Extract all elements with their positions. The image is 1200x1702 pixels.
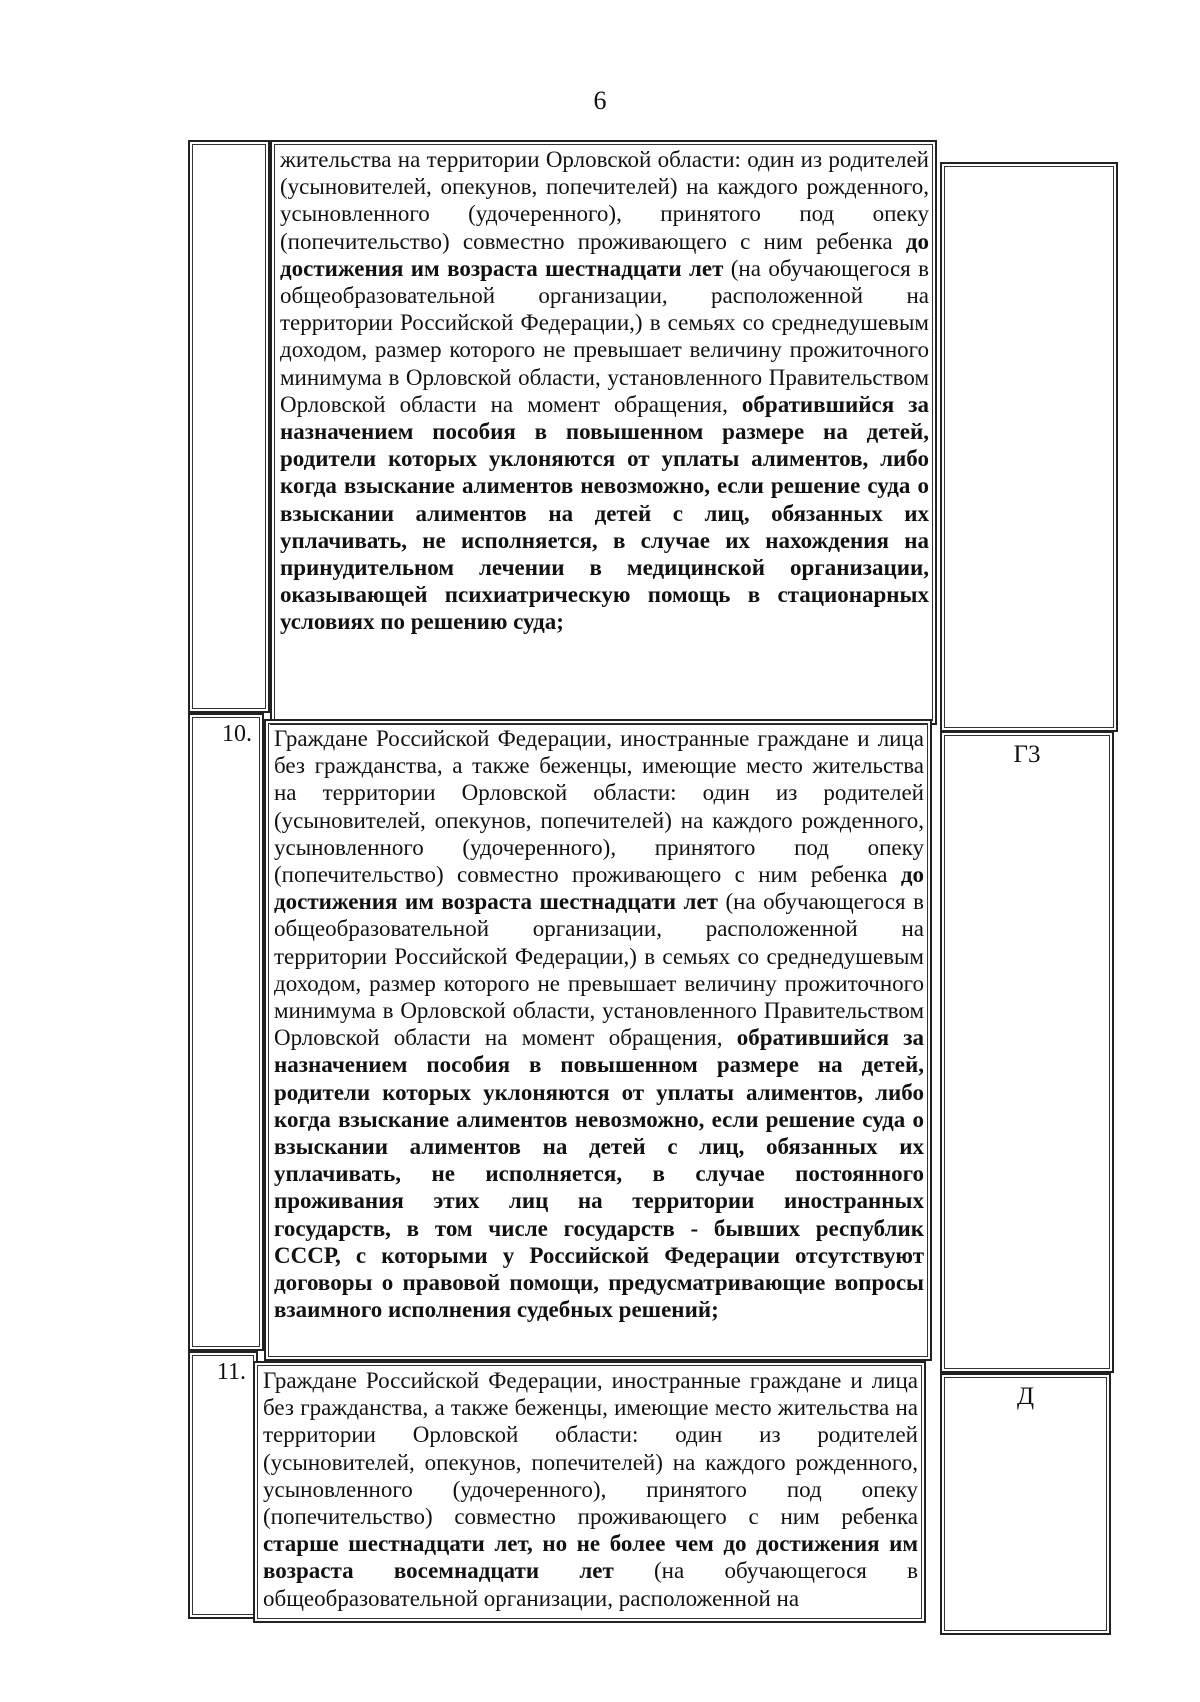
text-segment: (на обучающегося в общеобразовательной организации, расположенной на [263,1558,918,1611]
row-code-cell: Г3 [940,731,1114,1373]
bold-text-segment: до достижения им возраста шестнадцати лет [280,228,929,281]
text-segment: Граждане Российской Федерации, иностранные граждане и лица без гражданства, а также беженцы, имеющие место жительства на территории Орловской области: один из родителей (усыновителей, опекунов, попечителей) на каждого рожденного, усыновленного (удочеренного), принятого под опеку (попечительство) совместно проживающего с ним ребенка [263,1368,918,1530]
row-number-cell: 11. [188,1351,258,1619]
row-description-cell [253,1361,926,1623]
row-code-cell: Д [940,1373,1111,1635]
row-number-cell: 10. [188,713,264,1351]
bold-text-segment: обратившийся за назначением пособия в повышенном размере на детей, родители которых уклоняются от уплаты алиментов, либо когда взыскание алиментов невозможно, если решение суда о взыскании алиментов на детей с лиц, обязанных их уплачивать, не исполняется, в случае постоянного проживания этих лиц на территории иностранных государств, в том числе государств - бывших республик СССР, с которыми у Российской Федерации отсутствуют договоры о правовой помощи, предусматривающие вопросы взаимного исполнения судебных решений; [274,1025,925,1323]
row-description-cell [270,140,937,725]
text-segment: Граждане Российской Федерации, иностранные граждане и лица без гражданства, а также беженцы, имеющие место жительства на территории Орловской области: один из родителей (усыновителей, опекунов, попечителей) на каждого рожденного, усыновленного (удочеренного), принятого под опеку (попечительство) совместно проживающего с ним ребенка [274,726,924,888]
text-segment: (на обучающегося в общеобразовательной организации, расположенной на территории Российской Федерации,) в семьях со среднедушевым доходом, размер которого не превышает величину прожиточного минимума в Орловской области, установленного Правительством Орловской области на момент обращения, [280,255,930,417]
row-number-cell [188,140,270,713]
text-segment: жительства на территории Орловской области: один из родителей (усыновителей, опекунов, попечителей) на каждого рожденного, усыновленного (удочеренного), принятого под опеку (попечительство) совместно проживающего с ним ребенка [280,147,929,254]
bold-text-segment: до достижения им возраста шестнадцати лет [274,862,924,915]
bold-text-segment: старше шестнадцати лет, но не более чем до достижения им возраста восемнадцати лет [263,1531,918,1584]
row-code-cell [940,162,1118,732]
row-description-cell [264,719,932,1361]
bold-text-segment: обратившийся за назначением пособия в повышенном размере на детей, родители которых уклоняются от уплаты алиментов, либо когда взыскание алиментов невозможно, если решение суда о взыскании алиментов на детей с лиц, обязанных их уплачивать, не исполняется, в случае их нахождения на принудительном лечении в медицинской организации, оказывающей психиатрическую помощь в стационарных условиях по решению суда; [280,391,929,635]
page-number: 6 [593,86,607,115]
text-segment: (на обучающегося в общеобразовательной организации, расположенной на территории Российской Федерации,) в семьях со среднедушевым доходом, размер которого не превышает величину прожиточного минимума в Орловской области, установленного Правительством Орловской области на момент обращения, [274,889,924,1051]
